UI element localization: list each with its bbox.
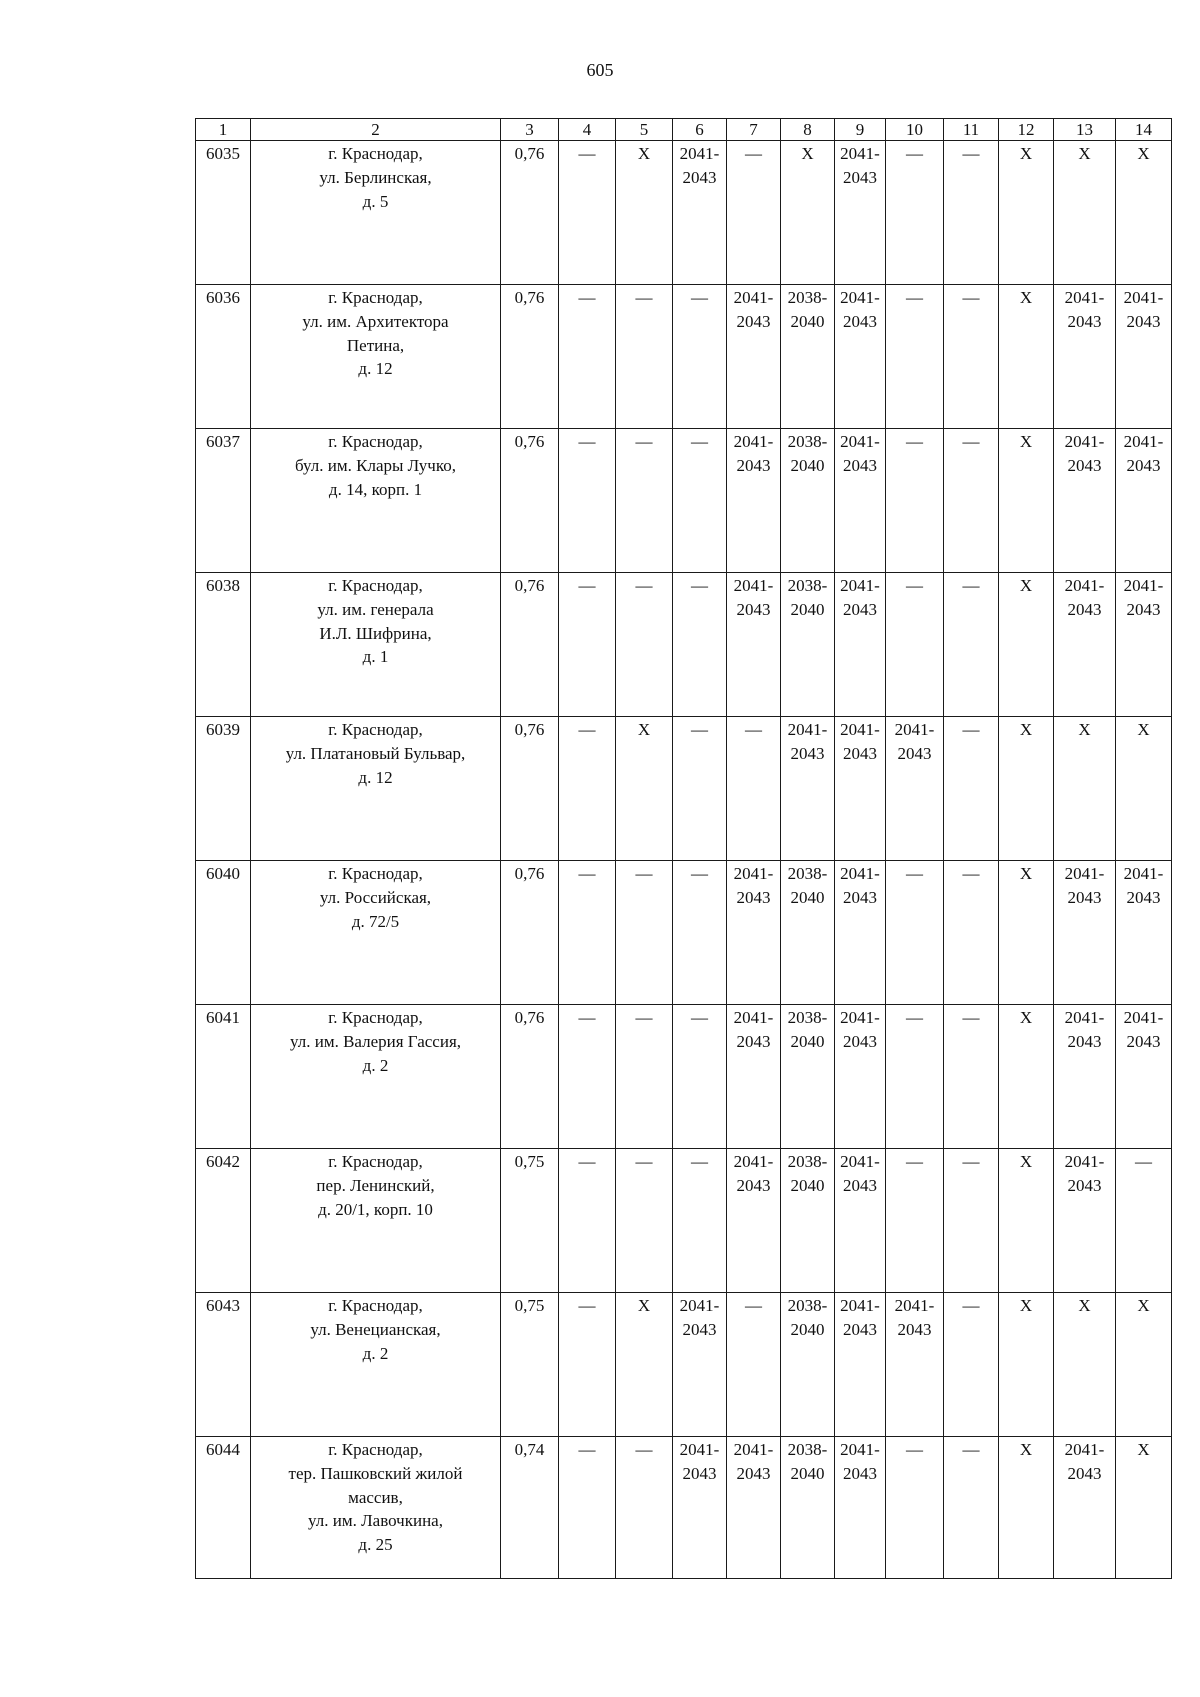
value-cell: Х	[999, 1437, 1054, 1579]
table-row	[196, 141, 1172, 285]
address-line: д. 12	[358, 767, 393, 787]
value-cell: 2041- 2043	[835, 1149, 886, 1293]
address-line: ул. Платановый Бульвар,	[285, 743, 466, 763]
value-cell: 2041- 2043	[1054, 861, 1116, 1005]
value-cell: 0,76	[501, 861, 559, 1005]
column-header: 10	[886, 119, 944, 141]
address-line: г. Краснодар,	[328, 1440, 423, 1459]
column-header: 13	[1054, 119, 1116, 141]
value-cell: 2041- 2043	[1116, 429, 1172, 573]
value-cell: Х	[999, 141, 1054, 285]
value-cell: —	[559, 1437, 616, 1579]
value-cell: 0,76	[501, 285, 559, 429]
value-cell: —	[944, 429, 999, 573]
column-header: 4	[559, 119, 616, 141]
address-line: г. Краснодар,	[328, 1152, 423, 1171]
column-header: 5	[616, 119, 673, 141]
value-cell: —	[559, 1005, 616, 1149]
value-cell: Х	[1054, 1293, 1116, 1437]
column-header: 14	[1116, 119, 1172, 141]
address-line: Петина,	[346, 335, 405, 355]
value-cell: 2041- 2043	[727, 429, 781, 573]
value-cell: —	[673, 717, 727, 861]
value-cell: 2041- 2043	[835, 717, 886, 861]
value-cell: —	[944, 573, 999, 717]
column-header: 3	[501, 119, 559, 141]
value-cell: —	[559, 285, 616, 429]
value-cell: 2041- 2043	[1054, 573, 1116, 717]
value-cell: —	[944, 1437, 999, 1579]
address-cell	[251, 1149, 501, 1293]
value-cell: Х	[1116, 717, 1172, 861]
value-cell: —	[559, 141, 616, 285]
value-cell: —	[559, 1149, 616, 1293]
table-row	[196, 1293, 1172, 1437]
address-cell	[251, 1437, 501, 1579]
address-line: д. 14, корп. 1	[328, 479, 423, 499]
value-cell: 2041- 2043	[727, 861, 781, 1005]
value-cell: Х	[1116, 141, 1172, 285]
value-cell: 0,75	[501, 1149, 559, 1293]
address-line: бул. им. Клары Лучко,	[295, 455, 456, 475]
value-cell: —	[616, 1149, 673, 1293]
value-cell: —	[559, 861, 616, 1005]
row-number: 6044	[196, 1437, 251, 1579]
column-header: 1	[196, 119, 251, 141]
value-cell: Х	[616, 1293, 673, 1437]
address-line: ул. Российская,	[319, 887, 432, 907]
value-cell: Х	[999, 429, 1054, 573]
value-cell: 0,76	[501, 717, 559, 861]
value-cell: 2038- 2040	[781, 285, 835, 429]
header-row	[196, 119, 1172, 141]
value-cell: 2041- 2043	[835, 861, 886, 1005]
table-row	[196, 861, 1172, 1005]
value-cell: 2038- 2040	[781, 429, 835, 573]
page-number: 605	[586, 60, 614, 80]
row-number: 6041	[196, 1005, 251, 1149]
value-cell: 0,76	[501, 1005, 559, 1149]
value-cell: Х	[999, 1293, 1054, 1437]
address-cell	[251, 1005, 501, 1149]
address-line: г. Краснодар,	[328, 864, 423, 883]
value-cell: Х	[1116, 1437, 1172, 1579]
value-cell: 2041- 2043	[835, 1293, 886, 1437]
address-line: д. 2	[362, 1055, 389, 1075]
value-cell: 0,76	[501, 141, 559, 285]
value-cell: 2041- 2043	[1054, 1437, 1116, 1579]
value-cell: —	[727, 1293, 781, 1437]
row-number: 6036	[196, 285, 251, 429]
value-cell: —	[944, 1005, 999, 1149]
value-cell: —	[886, 1149, 944, 1293]
address-line: д. 2	[362, 1343, 389, 1363]
row-number: 6040	[196, 861, 251, 1005]
table-row	[196, 429, 1172, 573]
row-number: 6042	[196, 1149, 251, 1293]
column-header: 8	[781, 119, 835, 141]
address-line: д. 72/5	[351, 911, 400, 931]
value-cell: 2041- 2043	[673, 1293, 727, 1437]
table-body	[196, 141, 1172, 1579]
address-line: г. Краснодар,	[328, 720, 423, 739]
address-line: д. 12	[358, 359, 393, 379]
value-cell: —	[944, 1149, 999, 1293]
address-cell	[251, 285, 501, 429]
address-cell	[251, 1293, 501, 1437]
column-header: 7	[727, 119, 781, 141]
value-cell: 2038- 2040	[781, 1005, 835, 1149]
value-cell: —	[944, 285, 999, 429]
value-cell: —	[616, 573, 673, 717]
value-cell: 2041- 2043	[727, 573, 781, 717]
value-cell: 2041- 2043	[1054, 1005, 1116, 1149]
value-cell: 2041- 2043	[781, 717, 835, 861]
value-cell: 2041- 2043	[1116, 573, 1172, 717]
value-cell: 2038- 2040	[781, 1293, 835, 1437]
address-line: ул. Берлинская,	[319, 167, 432, 187]
address-line: тер. Пашковский жилой	[288, 1463, 463, 1483]
column-header: 12	[999, 119, 1054, 141]
value-cell: 2041- 2043	[1116, 861, 1172, 1005]
address-line: д. 5	[362, 191, 389, 211]
value-cell: Х	[999, 573, 1054, 717]
value-cell: 0,76	[501, 573, 559, 717]
address-line: ул. Венецианская,	[310, 1319, 441, 1339]
value-cell: Х	[616, 141, 673, 285]
value-cell: 2041- 2043	[835, 573, 886, 717]
value-cell: 2041- 2043	[835, 429, 886, 573]
value-cell: 2041- 2043	[1054, 429, 1116, 573]
address-line: д. 1	[362, 647, 389, 667]
value-cell: 2041- 2043	[1054, 285, 1116, 429]
value-cell: 2041- 2043	[886, 717, 944, 861]
value-cell: 0,76	[501, 429, 559, 573]
address-line: г. Краснодар,	[328, 1296, 423, 1315]
value-cell: —	[727, 141, 781, 285]
address-line: д. 25	[358, 1535, 393, 1555]
value-cell: —	[559, 429, 616, 573]
column-header: 6	[673, 119, 727, 141]
value-cell: 2041- 2043	[727, 1149, 781, 1293]
value-cell: —	[1116, 1149, 1172, 1293]
value-cell: 2041- 2043	[886, 1293, 944, 1437]
value-cell: —	[673, 573, 727, 717]
address-line: г. Краснодар,	[328, 576, 423, 595]
address-line: пер. Ленинский,	[316, 1175, 435, 1195]
row-number: 6043	[196, 1293, 251, 1437]
address-line: ул. им. Валерия Гассия,	[289, 1031, 462, 1051]
value-cell: —	[944, 141, 999, 285]
value-cell: Х	[616, 717, 673, 861]
column-header: 11	[944, 119, 999, 141]
table-row	[196, 1149, 1172, 1293]
address-line: г. Краснодар,	[328, 432, 423, 451]
value-cell: 2041- 2043	[1116, 285, 1172, 429]
value-cell: Х	[999, 861, 1054, 1005]
address-cell	[251, 717, 501, 861]
value-cell: —	[559, 1293, 616, 1437]
value-cell: —	[944, 1293, 999, 1437]
value-cell: —	[673, 1005, 727, 1149]
value-cell: 0,74	[501, 1437, 559, 1579]
value-cell: 2038- 2040	[781, 1437, 835, 1579]
address-line: ул. им. Лавочкина,	[308, 1511, 443, 1531]
value-cell: 0,75	[501, 1293, 559, 1437]
table-row	[196, 1005, 1172, 1149]
row-number: 6038	[196, 573, 251, 717]
value-cell: Х	[1116, 1293, 1172, 1437]
value-cell: 2041- 2043	[673, 1437, 727, 1579]
value-cell: Х	[999, 1005, 1054, 1149]
row-number: 6037	[196, 429, 251, 573]
row-number: 6035	[196, 141, 251, 285]
value-cell: —	[559, 573, 616, 717]
column-header: 9	[835, 119, 886, 141]
value-cell: —	[559, 717, 616, 861]
row-number: 6039	[196, 717, 251, 861]
value-cell: 2041- 2043	[835, 141, 886, 285]
value-cell: —	[616, 429, 673, 573]
value-cell: —	[673, 285, 727, 429]
value-cell: 2038- 2040	[781, 573, 835, 717]
table-row	[196, 285, 1172, 429]
value-cell: —	[727, 717, 781, 861]
address-line: г. Краснодар,	[328, 1008, 423, 1027]
value-cell: Х	[1054, 141, 1116, 285]
table-row	[196, 573, 1172, 717]
value-cell: 2041- 2043	[835, 1437, 886, 1579]
value-cell: 2041- 2043	[727, 285, 781, 429]
value-cell: Х	[781, 141, 835, 285]
value-cell: Х	[999, 717, 1054, 861]
value-cell: —	[886, 285, 944, 429]
value-cell: —	[886, 861, 944, 1005]
value-cell: —	[886, 1005, 944, 1149]
value-cell: 2041- 2043	[835, 1005, 886, 1149]
table-row	[196, 717, 1172, 861]
table-row	[196, 1437, 1172, 1579]
value-cell: 2041- 2043	[673, 141, 727, 285]
column-header: 2	[251, 119, 501, 141]
value-cell: —	[616, 861, 673, 1005]
value-cell: —	[616, 1437, 673, 1579]
value-cell: 2041- 2043	[1054, 1149, 1116, 1293]
value-cell: Х	[1054, 717, 1116, 861]
value-cell: —	[944, 861, 999, 1005]
value-cell: —	[886, 573, 944, 717]
address-line: массив,	[348, 1487, 403, 1507]
address-line: г. Краснодар,	[328, 288, 423, 307]
address-cell	[251, 141, 501, 285]
address-line: г. Краснодар,	[328, 144, 423, 163]
value-cell: 2041- 2043	[727, 1005, 781, 1149]
value-cell: 2041- 2043	[727, 1437, 781, 1579]
value-cell: —	[886, 1437, 944, 1579]
value-cell: —	[673, 429, 727, 573]
value-cell: —	[673, 1149, 727, 1293]
register-table	[195, 118, 1172, 1579]
value-cell: 2038- 2040	[781, 861, 835, 1005]
address-line: д. 20/1, корп. 10	[318, 1199, 433, 1219]
value-cell: —	[886, 429, 944, 573]
value-cell: —	[886, 141, 944, 285]
value-cell: 2038- 2040	[781, 1149, 835, 1293]
value-cell: Х	[999, 285, 1054, 429]
address-cell	[251, 429, 501, 573]
value-cell: —	[616, 285, 673, 429]
value-cell: —	[673, 861, 727, 1005]
address-cell	[251, 573, 501, 717]
address-line: И.Л. Шифрина,	[319, 623, 432, 643]
address-line: ул. им. Архитектора	[302, 311, 449, 331]
value-cell: —	[616, 1005, 673, 1149]
value-cell: —	[944, 717, 999, 861]
address-line: ул. им. генерала	[317, 599, 434, 619]
value-cell: 2041- 2043	[1116, 1005, 1172, 1149]
address-cell	[251, 861, 501, 1005]
value-cell: Х	[999, 1149, 1054, 1293]
value-cell: 2041- 2043	[835, 285, 886, 429]
